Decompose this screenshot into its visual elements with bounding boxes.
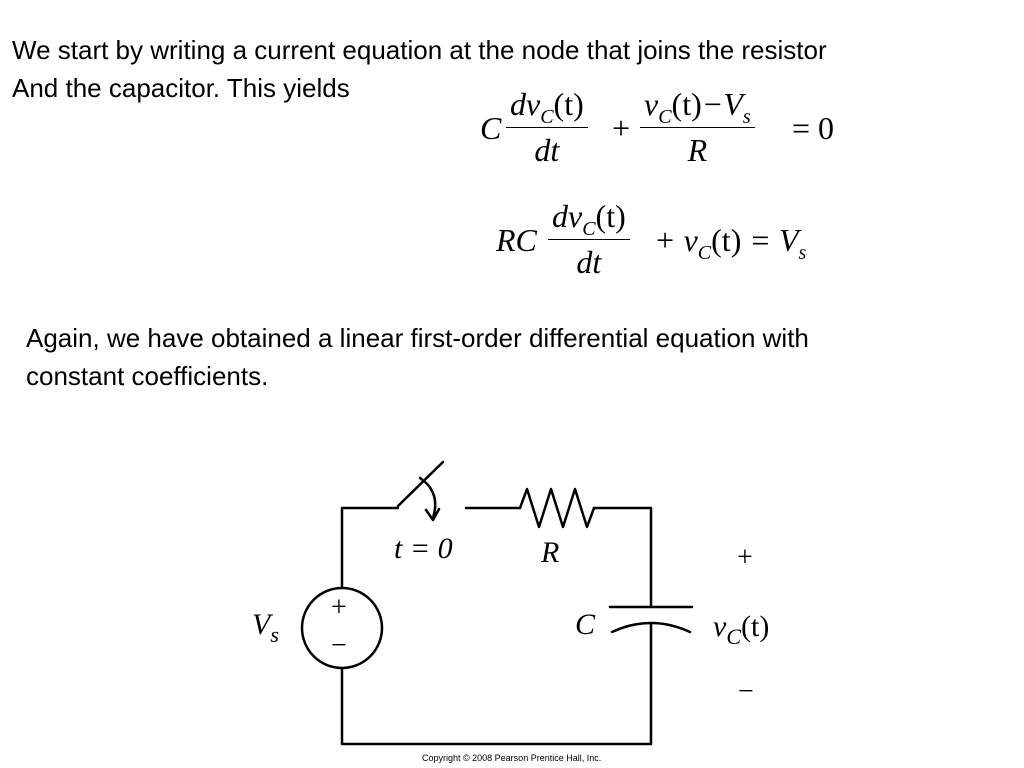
- eq2-rhs: + $v_C(t) = V_s$: [654, 222, 807, 264]
- source-plus: +: [331, 592, 347, 623]
- vc-minus: −: [738, 676, 754, 707]
- eq1-frac-1: $dv_C(t)$ dt: [506, 86, 588, 169]
- source-minus: −: [331, 630, 347, 661]
- intro-line-2: And the capacitor. This yields: [12, 73, 350, 103]
- vc-plus: +: [737, 542, 753, 573]
- wire-right-bottom: [342, 623, 651, 744]
- paragraph-line-2: constant coefficients.: [26, 361, 269, 391]
- resistor-zigzag: [520, 489, 594, 527]
- eq2-coef: RC: [496, 222, 537, 258]
- paragraph-line-1: Again, we have obtained a linear first-order differential equation with: [26, 323, 809, 353]
- intro-line-1: We start by writing a current equation at the node that joins the resistor: [12, 35, 827, 65]
- wire-top-right: [594, 508, 651, 607]
- copyright-notice: Copyright © 2008 Pearson Prentice Hall, Inc.: [422, 753, 602, 763]
- capacitor-label: C: [575, 608, 596, 641]
- eq1-coef: C: [480, 110, 502, 146]
- vc-label: $v_C(t)$: [713, 610, 770, 649]
- source-label: $V_s$: [252, 608, 279, 647]
- switch-blade: [398, 462, 443, 506]
- resistor-label: R: [541, 536, 560, 569]
- eq1-frac-2: $v_C(t)-V_s$ R: [640, 86, 755, 169]
- eq2-frac: $dv_C(t)$ dt: [548, 198, 630, 281]
- switch-label: t = 0: [394, 532, 453, 565]
- eq1-plus: +: [612, 110, 631, 146]
- wire-left-top: [342, 508, 398, 587]
- eq1-equals: = 0: [792, 110, 835, 146]
